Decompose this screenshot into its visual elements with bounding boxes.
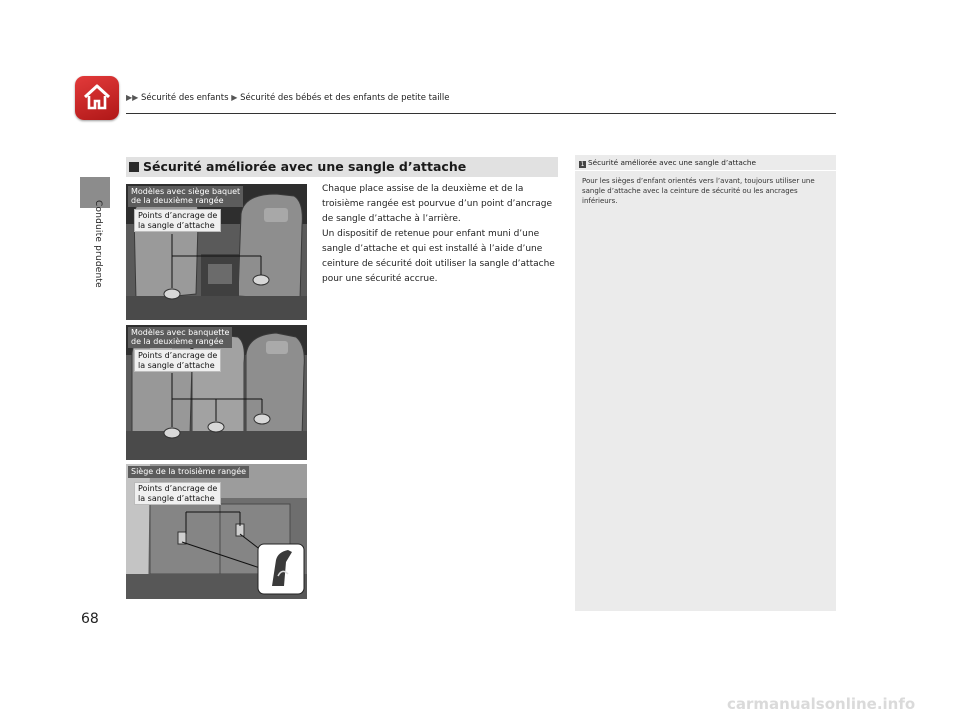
figure-third-row-anchors — [126, 464, 307, 599]
note-heading — [579, 158, 756, 168]
figure-label: Modèles avec banquette de la deuxième rangée — [128, 327, 232, 348]
figure-label: Modèles avec siège baquet de la deuxième rangée — [128, 186, 243, 207]
home-button[interactable] — [75, 76, 119, 120]
anchor-callout: Points d’ancrage de la sangle d’attache — [134, 209, 221, 232]
side-note — [575, 155, 836, 611]
page-number: 68 — [81, 611, 99, 627]
figure-bench-seat-anchors — [126, 325, 307, 460]
body-paragraph: Chaque place assise de la deuxième et de la troisième rangée est pourvue d’un point d’ancrage de sangle d’attache à l’arrière. — [322, 184, 553, 224]
anchor-callout: Points d’ancrage de la sangle d’attache — [134, 349, 221, 372]
section-body — [322, 182, 558, 287]
note-divider — [575, 170, 836, 171]
section-title: Sécurité améliorée avec une sangle d’attache — [143, 159, 467, 174]
figure-bucket-seat-anchors — [126, 184, 307, 320]
section-square-icon — [129, 162, 139, 172]
breadcrumb-arrow-icon: ▶ — [126, 93, 133, 102]
header-divider — [126, 113, 836, 114]
body-paragraph: Un dispositif de retenue pour enfant muni d’une sangle d’attache et qui est installé à l’aide d’une ceinture de sécurité doit utiliser la sangle d’attache pour une sécurité accrue. — [322, 229, 555, 284]
breadcrumb-item-child-safety[interactable]: Sécurité des enfants — [141, 93, 229, 103]
breadcrumb-arrow-icon: ▶ — [231, 93, 238, 102]
home-icon — [82, 82, 112, 112]
watermark: carmanualsonline.info — [727, 695, 916, 713]
anchor-callout: Points d’ancrage de la sangle d’attache — [134, 482, 221, 505]
reference-icon: 1 — [580, 161, 585, 168]
breadcrumb-item-infant-safety[interactable]: Sécurité des bébés et des enfants de petite taille — [240, 93, 450, 103]
chapter-label: Conduite prudente — [93, 200, 103, 288]
breadcrumb-arrow-icon: ▶ — [132, 93, 139, 102]
section-header — [126, 157, 558, 177]
note-heading-text: Sécurité améliorée avec une sangle d’attache — [588, 158, 756, 167]
breadcrumb — [126, 93, 450, 103]
note-text: Pour les sièges d’enfant orientés vers l’avant, toujours utiliser une sangle d’attache avec la ceinture de sécurité ou les ancrages inférieurs. — [582, 177, 815, 205]
figure-label: Siège de la troisième rangée — [128, 466, 249, 478]
